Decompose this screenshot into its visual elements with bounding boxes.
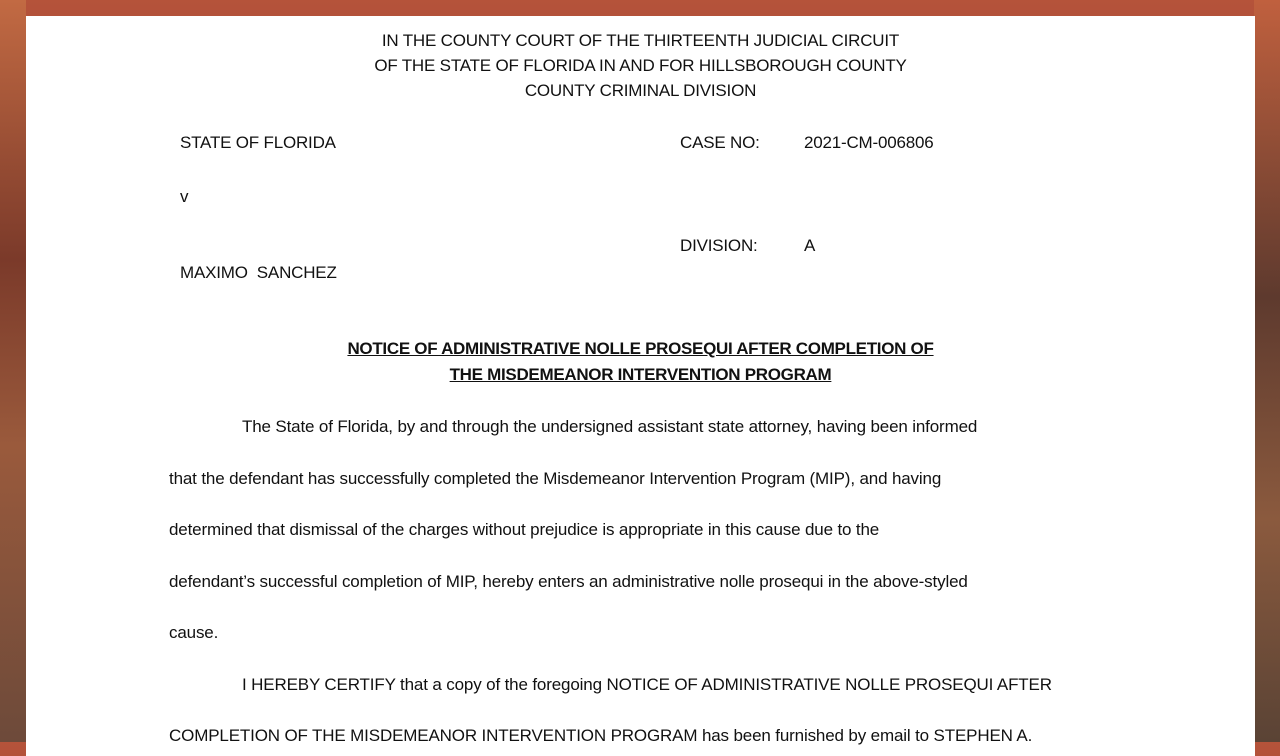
paragraph-1-line-4: defendant’s successful completion of MIP, hereby enters an administrative nolle prosequi in the above-styled	[169, 572, 968, 591]
division-value: A	[804, 236, 816, 255]
paragraph-1-line-5: cause.	[169, 623, 219, 642]
paragraph-2-line-2: COMPLETION OF THE MISDEMEANOR INTERVENTION PROGRAM has been furnished by email to STEPHEN A.	[169, 726, 1033, 745]
background-right	[1254, 0, 1280, 742]
case-no-value: 2021-CM-006806	[804, 133, 934, 152]
document-page	[26, 16, 1255, 756]
division-label: DIVISION:	[680, 236, 758, 255]
notice-title-line-1: NOTICE OF ADMINISTRATIVE NOLLE PROSEQUI AFTER COMPLETION OF	[347, 339, 934, 358]
defendant-name: MAXIMO SANCHEZ	[180, 263, 337, 282]
plaintiff-name: STATE OF FLORIDA	[180, 133, 336, 152]
paragraph-1-line-2: that the defendant has successfully completed the Misdemeanor Intervention Program (MIP), and having	[169, 469, 942, 488]
court-header-line-1: IN THE COUNTY COURT OF THE THIRTEENTH JUDICIAL CIRCUIT	[381, 31, 900, 50]
versus: v	[180, 187, 189, 206]
background-left	[0, 0, 26, 742]
case-no-label: CASE NO:	[680, 133, 760, 152]
paragraph-1-line-1: The State of Florida, by and through the undersigned assistant state attorney, having been informed	[242, 417, 978, 436]
paragraph-2-line-1: I HEREBY CERTIFY that a copy of the foregoing NOTICE OF ADMINISTRATIVE NOLLE PROSEQUI AFTER	[242, 675, 1052, 694]
court-header-line-2: OF THE STATE OF FLORIDA IN AND FOR HILLSBOROUGH COUNTY	[374, 56, 907, 75]
notice-title-line-2: THE MISDEMEANOR INTERVENTION PROGRAM	[449, 365, 832, 384]
court-header-line-3: COUNTY CRIMINAL DIVISION	[524, 81, 757, 100]
paragraph-1-line-3: determined that dismissal of the charges without prejudice is appropriate in this cause due to the	[169, 520, 880, 539]
